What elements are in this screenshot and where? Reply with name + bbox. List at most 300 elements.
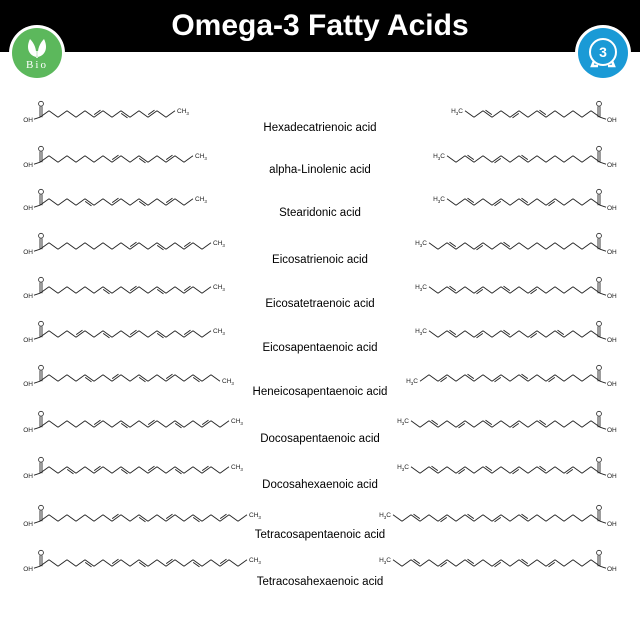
bond [519, 243, 528, 249]
double-bond [468, 559, 474, 563]
double-bond [193, 377, 199, 381]
bond [483, 560, 492, 566]
bond [148, 287, 157, 293]
bond [564, 515, 573, 521]
bond [528, 375, 537, 381]
bond [492, 421, 501, 427]
bond [85, 111, 94, 117]
bond [58, 421, 67, 427]
acid-name-label: Heneicosapentaenoic acid [252, 386, 388, 398]
bond [49, 560, 58, 566]
hydroxyl-bond [34, 162, 40, 164]
methyl-label: $CH_3$ [195, 195, 207, 204]
oxygen-atom [597, 101, 602, 106]
bond [202, 560, 211, 566]
acid-group-label: OH [23, 293, 33, 301]
double-bond [468, 374, 474, 378]
double-bond [121, 469, 127, 473]
bond [202, 243, 211, 249]
double-bond [549, 377, 555, 381]
double-bond [202, 466, 208, 470]
bond [474, 156, 483, 162]
bond [492, 467, 501, 473]
bond [229, 560, 238, 566]
methyl-label: $CH_3$ [195, 152, 207, 161]
bond [67, 421, 76, 427]
acid-row [0, 268, 640, 318]
oxygen-atom [39, 457, 44, 462]
bond [456, 199, 465, 205]
bond [555, 243, 564, 249]
bond [157, 199, 166, 205]
hydroxyl-bond [600, 473, 606, 475]
bond [438, 287, 447, 293]
bond [76, 111, 85, 117]
methyl-label: $CH_3$ [213, 327, 225, 336]
bond [49, 243, 58, 249]
bond [510, 375, 519, 381]
double-bond [486, 420, 492, 424]
double-bond [495, 562, 501, 566]
double-bond [522, 198, 528, 202]
bond [112, 421, 121, 427]
molecule [18, 92, 201, 132]
hydroxyl-bond [600, 205, 606, 207]
acid-row [0, 356, 640, 406]
bond [519, 421, 528, 427]
bond [573, 287, 582, 293]
double-bond [157, 245, 163, 249]
molecule-mirrored [367, 541, 622, 581]
bond [112, 287, 121, 293]
double-bond [504, 286, 510, 290]
omega-badge [578, 28, 628, 78]
double-bond [94, 420, 100, 424]
double-bond [513, 469, 519, 473]
bond [211, 560, 220, 566]
double-bond [148, 110, 154, 114]
bond [582, 467, 591, 473]
bond [483, 515, 492, 521]
acid-group-label: OH [23, 381, 33, 389]
bond [166, 287, 175, 293]
acid-name-label: Docosapentaenoic acid [260, 433, 380, 445]
bond [67, 243, 76, 249]
bond [184, 515, 193, 521]
bond [94, 375, 103, 381]
bond [94, 331, 103, 337]
bond [85, 243, 94, 249]
bond [573, 421, 582, 427]
bond [402, 560, 411, 566]
bond [537, 243, 546, 249]
bond [94, 199, 103, 205]
bond [67, 287, 76, 293]
bond [519, 467, 528, 473]
acid-name-label: Tetracosahexaenoic acid [256, 576, 384, 588]
bond [157, 421, 166, 427]
bond [492, 287, 501, 293]
double-bond [175, 423, 181, 427]
double-bond [148, 420, 154, 424]
bond [528, 156, 537, 162]
methyl-label: $CH_3$ [213, 239, 225, 248]
bond [510, 287, 519, 293]
bond [40, 199, 49, 205]
bond [573, 111, 582, 117]
double-bond [504, 330, 510, 334]
bond [582, 515, 591, 521]
bond [130, 111, 139, 117]
bond [573, 375, 582, 381]
bond [85, 467, 94, 473]
oxygen-atom [39, 233, 44, 238]
bond [193, 287, 202, 293]
bond [429, 287, 438, 293]
bond [456, 515, 465, 521]
bond [483, 375, 492, 381]
acid-name-label: alpha-Linolenic acid [269, 164, 371, 176]
oxygen-atom [39, 101, 44, 106]
bond [555, 560, 564, 566]
acid-group-label: OH [23, 427, 33, 435]
bond [148, 331, 157, 337]
bond [474, 560, 483, 566]
bond [112, 111, 121, 117]
hydroxyl-bond [34, 381, 40, 383]
oxygen-atom [597, 505, 602, 510]
page-title: Omega-3 Fatty Acids [171, 9, 469, 42]
bond [103, 243, 112, 249]
double-bond [567, 469, 573, 473]
double-bond [450, 330, 456, 334]
bond [582, 421, 591, 427]
methyl-label: $H_3C$ [415, 327, 427, 336]
bond [420, 560, 429, 566]
double-bond [459, 469, 465, 473]
bond [184, 421, 193, 427]
bond [103, 515, 112, 521]
bond [148, 156, 157, 162]
molecule-mirrored [439, 92, 622, 132]
bond [112, 243, 121, 249]
oxygen-atom [597, 321, 602, 326]
bond [121, 287, 130, 293]
bond [103, 156, 112, 162]
bond [555, 287, 564, 293]
hydroxyl-bond [34, 249, 40, 251]
double-bond [549, 201, 555, 205]
bond [492, 111, 501, 117]
bond [474, 199, 483, 205]
bond [501, 560, 510, 566]
bond [166, 421, 175, 427]
bond [573, 560, 582, 566]
bond [193, 331, 202, 337]
hydroxyl-bond [600, 162, 606, 164]
acid-group-label: OH [607, 205, 617, 213]
bond [184, 467, 193, 473]
bond [429, 331, 438, 337]
bond [420, 421, 429, 427]
bond [94, 243, 103, 249]
bond [582, 199, 591, 205]
bond [429, 243, 438, 249]
bond [537, 199, 546, 205]
bond [157, 375, 166, 381]
acid-row [0, 448, 640, 498]
bond [555, 421, 564, 427]
bond [193, 421, 202, 427]
bond [564, 421, 573, 427]
double-bond [67, 469, 73, 473]
bond [103, 467, 112, 473]
bond [438, 243, 447, 249]
double-bond [414, 514, 420, 518]
double-bond [450, 242, 456, 246]
double-bond [540, 466, 546, 470]
acid-group-label: OH [23, 337, 33, 345]
bond [573, 515, 582, 521]
bond [166, 467, 175, 473]
bond [76, 515, 85, 521]
bond [537, 560, 546, 566]
bond [94, 156, 103, 162]
double-bond [166, 155, 172, 159]
hydroxyl-bond [34, 566, 40, 568]
bond [465, 421, 474, 427]
acid-name-label: Tetracosapentaenoic acid [254, 529, 386, 541]
double-bond [103, 333, 109, 337]
bond [58, 331, 67, 337]
double-bond [432, 466, 438, 470]
hydroxyl-bond [34, 337, 40, 339]
bond [483, 199, 492, 205]
bond [40, 156, 49, 162]
double-bond [76, 330, 82, 334]
bond [546, 331, 555, 337]
bond [429, 375, 438, 381]
bond [157, 467, 166, 473]
bond [40, 331, 49, 337]
oxygen-atom [39, 411, 44, 416]
bond [564, 199, 573, 205]
methyl-label: $CH_3$ [249, 556, 261, 565]
acid-group-label: OH [607, 117, 617, 125]
bond [582, 375, 591, 381]
bond [175, 287, 184, 293]
double-bond [148, 466, 154, 470]
bond [420, 515, 429, 521]
bond [130, 421, 139, 427]
double-bond [85, 377, 91, 381]
methyl-label: $CH_3$ [231, 417, 243, 426]
bond [148, 560, 157, 566]
bond [411, 421, 420, 427]
bond [130, 375, 139, 381]
bond [528, 515, 537, 521]
bond [130, 560, 139, 566]
methyl-label: $CH_3$ [231, 463, 243, 472]
bond [501, 156, 510, 162]
double-bond [166, 198, 172, 202]
bond [76, 421, 85, 427]
bond [139, 111, 148, 117]
bond [528, 467, 537, 473]
double-bond [495, 377, 501, 381]
double-bond [486, 110, 492, 114]
bond [564, 287, 573, 293]
bond [130, 467, 139, 473]
acid-row [0, 312, 640, 362]
bond [582, 156, 591, 162]
bond [519, 287, 528, 293]
bond [121, 199, 130, 205]
double-bond [121, 113, 127, 117]
acid-group-label: OH [607, 293, 617, 301]
bond [465, 287, 474, 293]
double-bond [193, 562, 199, 566]
bond [184, 156, 193, 162]
bond [546, 467, 555, 473]
molecule [18, 541, 273, 581]
bond [483, 156, 492, 162]
bond [528, 111, 537, 117]
double-bond [531, 289, 537, 293]
bond [121, 560, 130, 566]
bond [582, 111, 591, 117]
bond [67, 515, 76, 521]
double-bond [495, 158, 501, 162]
bio-badge [12, 28, 62, 78]
double-bond [130, 242, 136, 246]
oxygen-atom [597, 365, 602, 370]
acid-row [0, 541, 640, 591]
double-bond [193, 517, 199, 521]
bond [555, 515, 564, 521]
bond [582, 560, 591, 566]
bond [537, 515, 546, 521]
bond [157, 111, 166, 117]
bond [193, 243, 202, 249]
bond [76, 243, 85, 249]
bond [85, 287, 94, 293]
double-bond [220, 514, 226, 518]
double-bond [477, 245, 483, 249]
oxygen-atom [39, 189, 44, 194]
bond [582, 243, 591, 249]
bond [40, 287, 49, 293]
bond [67, 199, 76, 205]
bond [447, 467, 456, 473]
double-bond [414, 559, 420, 563]
bio-label: Bio [26, 59, 48, 71]
bond [582, 287, 591, 293]
methyl-label: $H_3C$ [379, 556, 391, 565]
acid-group-label: OH [607, 521, 617, 529]
bond [94, 287, 103, 293]
bond [564, 375, 573, 381]
bond [40, 515, 49, 521]
double-bond [441, 377, 447, 381]
bond [483, 287, 492, 293]
bond [40, 111, 49, 117]
bond [130, 515, 139, 521]
bond [573, 331, 582, 337]
bond [175, 375, 184, 381]
bond [175, 156, 184, 162]
bond [202, 375, 211, 381]
oxygen-atom [39, 277, 44, 282]
bond [510, 243, 519, 249]
bond [519, 331, 528, 337]
bond [121, 243, 130, 249]
double-bond [486, 466, 492, 470]
bond [573, 243, 582, 249]
double-bond [477, 289, 483, 293]
bond [501, 375, 510, 381]
double-bond [94, 110, 100, 114]
methyl-label: $H_3C$ [397, 463, 409, 472]
bond [564, 243, 573, 249]
bond [501, 421, 510, 427]
double-bond [441, 517, 447, 521]
bond [501, 111, 510, 117]
acid-row [0, 180, 640, 230]
double-bond [468, 155, 474, 159]
bond [67, 560, 76, 566]
double-bond [495, 201, 501, 205]
bond [103, 560, 112, 566]
bond [49, 421, 58, 427]
bond [211, 515, 220, 521]
bond [49, 287, 58, 293]
bond [573, 467, 582, 473]
double-bond [139, 201, 145, 205]
double-bond [112, 514, 118, 518]
hydroxyl-bond [600, 521, 606, 523]
bond [402, 515, 411, 521]
double-bond [184, 286, 190, 290]
bond [429, 515, 438, 521]
bond [58, 111, 67, 117]
bond [591, 156, 600, 162]
bond [519, 111, 528, 117]
acid-group-label: OH [607, 473, 617, 481]
bond [564, 331, 573, 337]
bond [121, 375, 130, 381]
bond [175, 560, 184, 566]
double-bond [103, 289, 109, 293]
double-bond [184, 242, 190, 246]
acid-group-label: OH [23, 162, 33, 170]
bond [501, 467, 510, 473]
bond [528, 199, 537, 205]
double-bond [450, 286, 456, 290]
bond [564, 111, 573, 117]
bond [591, 243, 600, 249]
bond [238, 515, 247, 521]
acid-row [0, 496, 640, 546]
double-bond [112, 559, 118, 563]
double-bond [459, 423, 465, 427]
bond [501, 199, 510, 205]
bond [184, 375, 193, 381]
bond [474, 375, 483, 381]
bond [456, 375, 465, 381]
bond [58, 156, 67, 162]
acid-group-label: OH [23, 205, 33, 213]
